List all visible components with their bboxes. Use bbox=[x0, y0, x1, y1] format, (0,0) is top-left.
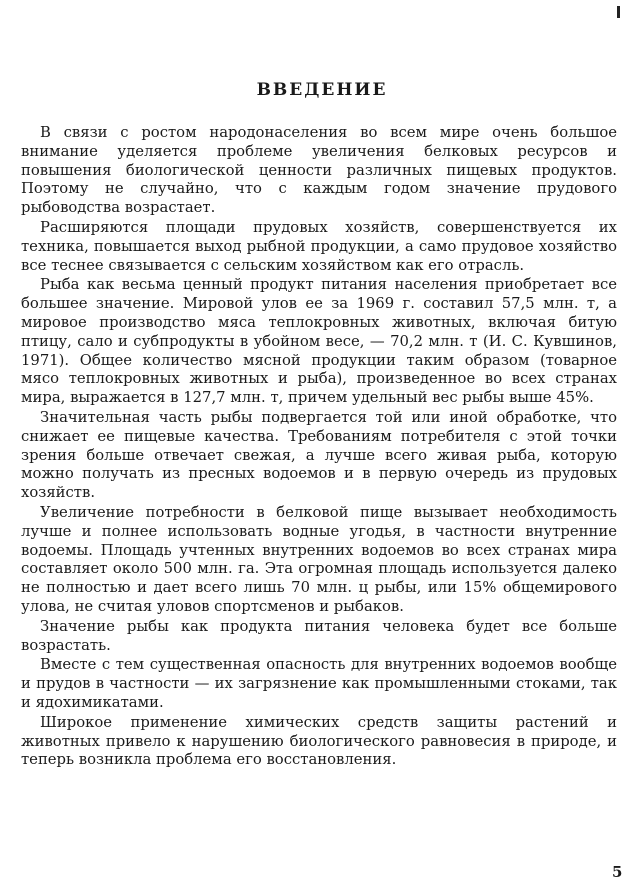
paragraph: Значительная часть рыбы подвергается той или иной обработке, что снижает ее пищевые качества. Требованиям потребителя с этой точки зрения больше отвечает свежая, а лучше всего живая рыба, которую можно получать из пресных водоемов и в первую очередь из прудовых хозяйств. bbox=[21, 408, 617, 502]
paragraph: Широкое применение химических средств защиты растений и животных привело к нарушению биологического равновесия в природе, и теперь возникла проблема его восстановления. bbox=[21, 713, 617, 769]
paragraph: Расширяются площади прудовых хозяйств, совершенствуется их техника, повышается выход рыбной продукции, а само прудовое хозяйство все теснее связывается с сельским хозяйством как его отрасль. bbox=[21, 218, 617, 274]
paragraph: Рыба как весьма ценный продукт питания населения приобретает все большее значение. Мировой улов ее за 1969 г. составил 57,5 млн. т, а мировое производство мяса теплокровных животных, включая битую птицу, сало и субпродукты в убойном весе, — 70,2 млн. т (И. С. Кувшинов, 1971). Общее количество мясной продукции таким образом (товарное мясо теплокровных животных и рыба), произведенное во всех странах мира, выражается в 127,7 млн. т, причем удельный вес рыбы выше 45%. bbox=[21, 276, 617, 407]
body-text bbox=[21, 124, 617, 770]
paragraph: В связи с ростом народонаселения во всем мире очень большое внимание уделяется проблеме увеличения белковых ресурсов и повышения биологической ценности различных пищевых продуктов. Поэтому не случайно, что с каждым годом значение прудового рыбоводства возрастает. bbox=[21, 124, 617, 217]
scan-mark bbox=[617, 6, 620, 18]
page-title: ВВЕДЕНИЕ bbox=[256, 80, 388, 100]
paragraph: Вместе с тем существенная опасность для внутренних водоемов вообще и прудов в частности — их загрязнение как промышленными стоками, так и ядохимикатами. bbox=[21, 656, 617, 711]
paragraph: Увеличение потребности в белковой пище вызывает необходимость лучше и полнее использовать водные угодья, в частности внутренние водоемы. Площадь учтенных внутренних водоемов во всех странах мира составляет около 500 млн. га. Эта огромная площадь используется далеко не полностью и дает всего лишь 70 млн. ц рыбы, или 15% общемирового улова, не считая уловов спортсменов и рыбаков. bbox=[21, 503, 617, 615]
paragraph: Значение рыбы как продукта питания человека будет все больше возрастать. bbox=[21, 617, 617, 654]
page-number: 5 bbox=[612, 863, 623, 881]
